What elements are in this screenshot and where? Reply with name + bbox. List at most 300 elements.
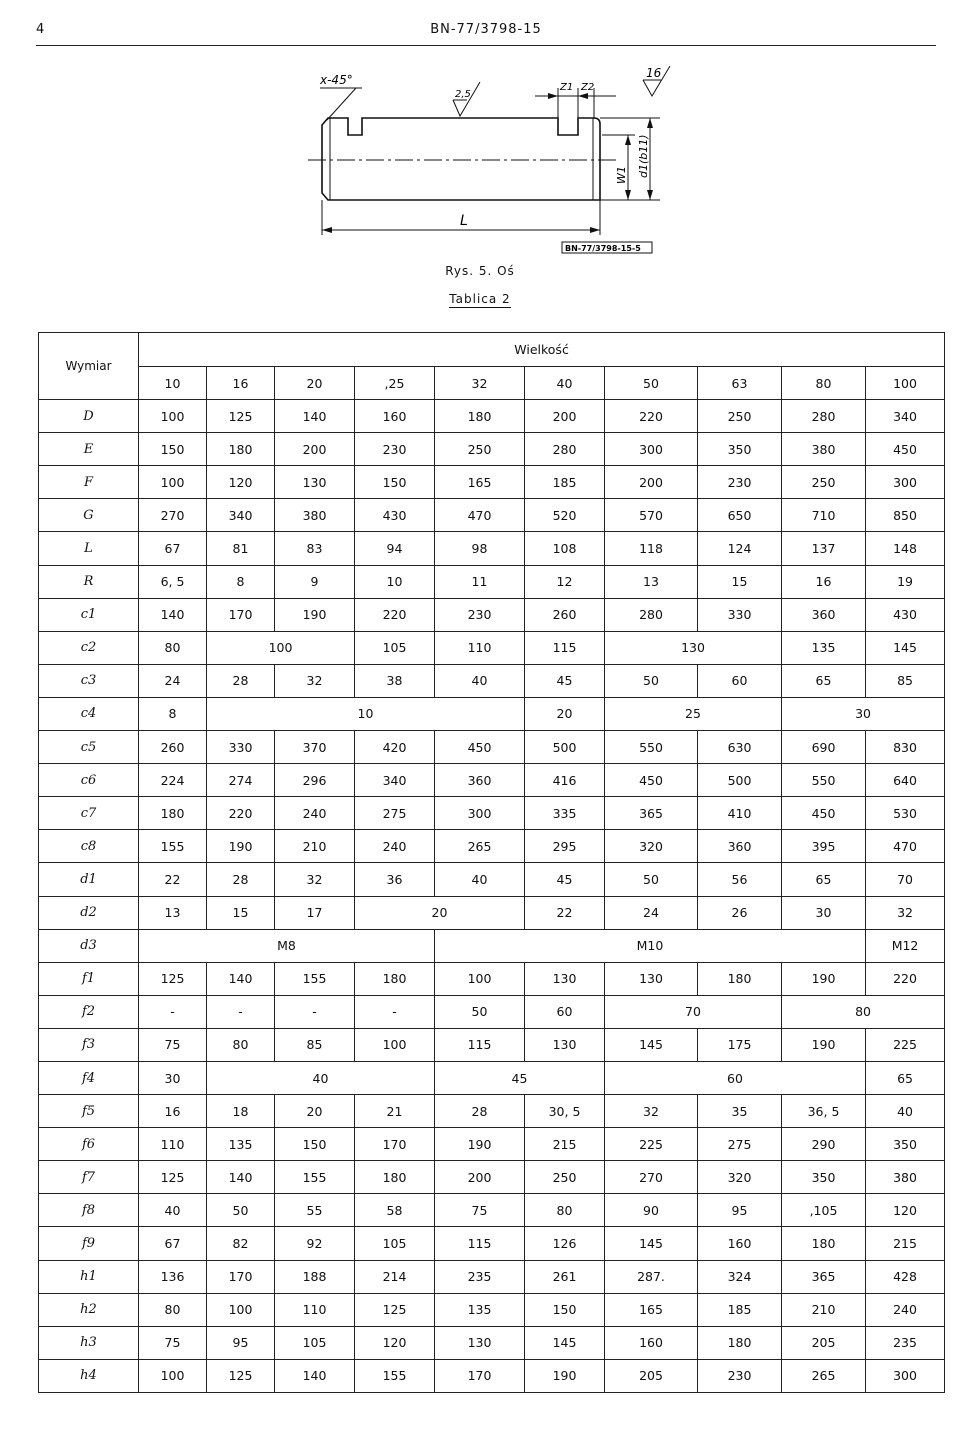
table-cell: 365	[605, 797, 698, 830]
row-label: c2	[39, 631, 139, 664]
row-label: f2	[39, 995, 139, 1028]
table-cell: 240	[866, 1293, 945, 1326]
d1-label: d1(b11)	[637, 134, 650, 178]
table-cell: 180	[698, 1326, 782, 1359]
table-cell: 150	[275, 1128, 355, 1161]
table-cell: 320	[698, 1161, 782, 1194]
table-row	[39, 764, 945, 797]
table-cell: 80	[782, 995, 945, 1028]
table-cell: 180	[782, 1227, 866, 1260]
table-title: Tablica 2	[449, 292, 511, 306]
row-label: c6	[39, 764, 139, 797]
table-cell: 20	[525, 697, 605, 730]
table-cell: 22	[525, 896, 605, 929]
table-cell: 225	[605, 1128, 698, 1161]
table-row	[39, 995, 945, 1028]
table-cell: 190	[782, 962, 866, 995]
table-cell: 450	[435, 731, 525, 764]
table-body	[39, 333, 945, 1393]
table-row	[39, 1028, 945, 1061]
table-cell: -	[139, 995, 207, 1028]
table-cell: 18	[207, 1095, 275, 1128]
figure-caption: Rys. 5. Oś	[445, 264, 515, 278]
table-cell: 140	[139, 598, 207, 631]
chamfer-label: x-45°	[320, 73, 353, 87]
table-cell: 287.	[605, 1260, 698, 1293]
table-cell: 500	[525, 731, 605, 764]
table-cell: 235	[866, 1326, 945, 1359]
table-cell: 80	[525, 1194, 605, 1227]
table-cell: 75	[435, 1194, 525, 1227]
table-cell: 180	[435, 400, 525, 433]
table-cell: 330	[698, 598, 782, 631]
table-cell: 130	[605, 631, 782, 664]
table-cell: 280	[525, 433, 605, 466]
table-cell: 830	[866, 731, 945, 764]
table-cell: 124	[698, 532, 782, 565]
table-cell: 350	[782, 1161, 866, 1194]
z2-label: Z2	[581, 82, 595, 93]
table-cell: 850	[866, 499, 945, 532]
table-cell: 100	[207, 631, 355, 664]
table-cell: 115	[435, 1227, 525, 1260]
table-cell: 140	[275, 1359, 355, 1392]
table-cell: 98	[435, 532, 525, 565]
table-cell: 22	[139, 863, 207, 896]
table-row	[39, 830, 945, 863]
table-cell: 145	[525, 1326, 605, 1359]
size-header-cell: 40	[525, 367, 605, 400]
table-cell: 300	[435, 797, 525, 830]
table-cell: 150	[139, 433, 207, 466]
table-cell: 140	[207, 1161, 275, 1194]
table-cell: 190	[275, 598, 355, 631]
table-cell: M12	[866, 929, 945, 962]
table-cell: 225	[866, 1028, 945, 1061]
table-cell: 205	[605, 1359, 698, 1392]
table-cell: 165	[605, 1293, 698, 1326]
table-cell: 126	[525, 1227, 605, 1260]
table-cell: 130	[525, 1028, 605, 1061]
table-cell: 45	[435, 1061, 605, 1094]
row-label: c5	[39, 731, 139, 764]
table-cell: 210	[275, 830, 355, 863]
table-cell: 80	[139, 1293, 207, 1326]
table-cell: 188	[275, 1260, 355, 1293]
table-cell: 11	[435, 565, 525, 598]
table-cell: -	[355, 995, 435, 1028]
table-row	[39, 962, 945, 995]
table-cell: 50	[605, 664, 698, 697]
header-rule	[36, 45, 936, 46]
table-cell: 250	[782, 466, 866, 499]
table-cell: M10	[435, 929, 866, 962]
table-cell: 190	[525, 1359, 605, 1392]
table-cell: 428	[866, 1260, 945, 1293]
table-row	[39, 433, 945, 466]
size-header-cell: ,25	[355, 367, 435, 400]
table-cell: 261	[525, 1260, 605, 1293]
table-cell: 13	[139, 896, 207, 929]
table-row	[39, 499, 945, 532]
table-cell: 15	[698, 565, 782, 598]
table-cell: 108	[525, 532, 605, 565]
table-cell: 220	[605, 400, 698, 433]
table-cell: 260	[525, 598, 605, 631]
table-cell: 65	[782, 863, 866, 896]
table-cell: 380	[782, 433, 866, 466]
table-cell: 410	[698, 797, 782, 830]
table-cell: 220	[866, 962, 945, 995]
table-cell: 12	[525, 565, 605, 598]
row-label: f1	[39, 962, 139, 995]
table-header-row	[39, 333, 945, 367]
table-row	[39, 664, 945, 697]
row-label: h4	[39, 1359, 139, 1392]
table-cell: 100	[355, 1028, 435, 1061]
table-row	[39, 631, 945, 664]
table-cell: 215	[525, 1128, 605, 1161]
table-cell: 230	[355, 433, 435, 466]
size-header-cell: 32	[435, 367, 525, 400]
page-number: 4	[36, 22, 45, 37]
table-cell: 110	[275, 1293, 355, 1326]
table-cell: 15	[207, 896, 275, 929]
table-cell: 650	[698, 499, 782, 532]
table-cell: 165	[435, 466, 525, 499]
table-cell: 180	[139, 797, 207, 830]
table-cell: 250	[698, 400, 782, 433]
table-row	[39, 1227, 945, 1260]
table-cell: 395	[782, 830, 866, 863]
table-cell: 155	[275, 1161, 355, 1194]
table-cell: 75	[139, 1326, 207, 1359]
length-label: L	[460, 213, 468, 229]
table-cell: 250	[525, 1161, 605, 1194]
table-cell: 136	[139, 1260, 207, 1293]
table-cell: 83	[275, 532, 355, 565]
table-cell: 137	[782, 532, 866, 565]
table-cell: 58	[355, 1194, 435, 1227]
row-label: f9	[39, 1227, 139, 1260]
table-cell: 200	[435, 1161, 525, 1194]
table-row	[39, 863, 945, 896]
table-cell: ,105	[782, 1194, 866, 1227]
table-cell: 235	[435, 1260, 525, 1293]
row-label: f4	[39, 1061, 139, 1094]
table-cell: 230	[698, 1359, 782, 1392]
table-cell: 36	[355, 863, 435, 896]
table-cell: 45	[525, 664, 605, 697]
table-cell: 220	[355, 598, 435, 631]
table-cell: 140	[275, 400, 355, 433]
table-cell: 100	[139, 466, 207, 499]
table-cell: 175	[698, 1028, 782, 1061]
table-cell: 8	[207, 565, 275, 598]
row-label: G	[39, 499, 139, 532]
table-row	[39, 466, 945, 499]
w1-label: W1	[615, 166, 628, 184]
table-cell: 120	[866, 1194, 945, 1227]
table-cell: 220	[207, 797, 275, 830]
table-cell: 180	[698, 962, 782, 995]
table-cell: 170	[207, 1260, 275, 1293]
table-cell: 24	[139, 664, 207, 697]
table-cell: 28	[207, 863, 275, 896]
row-label: d1	[39, 863, 139, 896]
row-label: f3	[39, 1028, 139, 1061]
table-cell: 118	[605, 532, 698, 565]
table-row	[39, 1194, 945, 1227]
table-cell: 640	[866, 764, 945, 797]
table-cell: 150	[355, 466, 435, 499]
table-cell: 26	[698, 896, 782, 929]
row-label: c8	[39, 830, 139, 863]
table-cell: 81	[207, 532, 275, 565]
table-cell: 224	[139, 764, 207, 797]
table-cell: 265	[435, 830, 525, 863]
table-cell: 570	[605, 499, 698, 532]
table-cell: 60	[525, 995, 605, 1028]
table-row	[39, 1359, 945, 1392]
table-row	[39, 1260, 945, 1293]
table-cell: 100	[207, 1293, 275, 1326]
table-cell: 335	[525, 797, 605, 830]
table-cell: 120	[355, 1326, 435, 1359]
table-cell: 24	[605, 896, 698, 929]
roughness-main-label: 2,5	[455, 89, 471, 100]
table-cell: 19	[866, 565, 945, 598]
table-cell: 430	[355, 499, 435, 532]
table-cell: 185	[525, 466, 605, 499]
table-cell: 520	[525, 499, 605, 532]
table-cell: 115	[435, 1028, 525, 1061]
table-cell: 100	[139, 400, 207, 433]
table-cell: 125	[355, 1293, 435, 1326]
table-cell: 190	[435, 1128, 525, 1161]
table-cell: 82	[207, 1227, 275, 1260]
table-cell: 148	[866, 532, 945, 565]
table-row	[39, 1293, 945, 1326]
table-cell: 160	[355, 400, 435, 433]
table-cell: 130	[605, 962, 698, 995]
table-cell: 32	[275, 863, 355, 896]
table-cell: 180	[207, 433, 275, 466]
table-cell: 145	[605, 1028, 698, 1061]
table-cell: 30	[782, 697, 945, 730]
table-cell: 340	[355, 764, 435, 797]
table-cell: 130	[525, 962, 605, 995]
table-cell: 9	[275, 565, 355, 598]
row-label: h1	[39, 1260, 139, 1293]
table-cell: 40	[435, 863, 525, 896]
table-cell: 260	[139, 731, 207, 764]
table-cell: 280	[782, 400, 866, 433]
table-cell: 30	[782, 896, 866, 929]
table-cell: 32	[866, 896, 945, 929]
table-cell: 190	[782, 1028, 866, 1061]
table-row	[39, 1326, 945, 1359]
table-cell: 21	[355, 1095, 435, 1128]
row-label: c3	[39, 664, 139, 697]
table-cell: 365	[782, 1260, 866, 1293]
table-cell: 205	[782, 1326, 866, 1359]
table-cell: 10	[355, 565, 435, 598]
table-row	[39, 697, 945, 730]
table-row	[39, 598, 945, 631]
table-cell: 500	[698, 764, 782, 797]
table-cell: 270	[605, 1161, 698, 1194]
document-code: BN-77/3798-15	[430, 22, 542, 37]
size-header-row	[39, 367, 945, 400]
size-header-cell: 100	[866, 367, 945, 400]
table-cell: 180	[355, 962, 435, 995]
table-cell: 200	[525, 400, 605, 433]
table-cell: 150	[525, 1293, 605, 1326]
roughness-corner-label: 16	[646, 66, 662, 80]
table-row	[39, 532, 945, 565]
table-cell: 155	[355, 1359, 435, 1392]
table-cell: 290	[782, 1128, 866, 1161]
dimensions-table	[38, 332, 945, 1393]
table-row	[39, 1161, 945, 1194]
table-cell: 155	[275, 962, 355, 995]
row-label: E	[39, 433, 139, 466]
table-cell: 105	[355, 631, 435, 664]
table-cell: 185	[698, 1293, 782, 1326]
table-cell: 30, 5	[525, 1095, 605, 1128]
table-cell: 324	[698, 1260, 782, 1293]
table-cell: 17	[275, 896, 355, 929]
size-header-cell: 80	[782, 367, 866, 400]
table-cell: 125	[139, 1161, 207, 1194]
table-cell: 530	[866, 797, 945, 830]
table-cell: 450	[866, 433, 945, 466]
table-cell: 67	[139, 1227, 207, 1260]
axle-outline	[322, 118, 600, 200]
table-row	[39, 797, 945, 830]
table-cell: 160	[605, 1326, 698, 1359]
table-cell: 275	[355, 797, 435, 830]
table-cell: 140	[207, 962, 275, 995]
table-cell: 135	[207, 1128, 275, 1161]
table-cell: 8	[139, 697, 207, 730]
size-header-cell: 16	[207, 367, 275, 400]
table-cell: 32	[605, 1095, 698, 1128]
table-cell: 20	[355, 896, 525, 929]
table-cell: 274	[207, 764, 275, 797]
table-cell: 67	[139, 532, 207, 565]
table-cell: 100	[139, 1359, 207, 1392]
table-cell: 105	[275, 1326, 355, 1359]
table-cell: 214	[355, 1260, 435, 1293]
table-cell: 55	[275, 1194, 355, 1227]
table-cell: 170	[355, 1128, 435, 1161]
table-cell: 94	[355, 532, 435, 565]
table-cell: 25	[605, 697, 782, 730]
table-cell: 360	[698, 830, 782, 863]
drawing-stamp: BN-77/3798-15-5	[565, 244, 641, 253]
table-cell: 450	[605, 764, 698, 797]
table-cell: 350	[698, 433, 782, 466]
row-label: F	[39, 466, 139, 499]
table-cell: 125	[139, 962, 207, 995]
table-cell: 340	[207, 499, 275, 532]
table-cell: 125	[207, 400, 275, 433]
size-header-cell: 63	[698, 367, 782, 400]
row-label: d3	[39, 929, 139, 962]
table-cell: 300	[866, 466, 945, 499]
table-cell: 10	[207, 697, 525, 730]
size-header-cell: 10	[139, 367, 207, 400]
table-cell: 16	[782, 565, 866, 598]
z1-label: Z1	[560, 82, 574, 93]
table-cell: 380	[866, 1161, 945, 1194]
table-cell: 16	[139, 1095, 207, 1128]
table-row	[39, 1128, 945, 1161]
table-cell: 200	[275, 433, 355, 466]
table-cell: 230	[435, 598, 525, 631]
table-cell: 80	[207, 1028, 275, 1061]
table-cell: 300	[866, 1359, 945, 1392]
table-cell: 45	[525, 863, 605, 896]
table-cell: 360	[782, 598, 866, 631]
table-cell: 145	[605, 1227, 698, 1260]
table-cell: 90	[605, 1194, 698, 1227]
table-cell: 28	[207, 664, 275, 697]
table-cell: 370	[275, 731, 355, 764]
row-label: c4	[39, 697, 139, 730]
table-cell: 550	[782, 764, 866, 797]
table-cell: 360	[435, 764, 525, 797]
table-cell: -	[275, 995, 355, 1028]
table-cell: 420	[355, 731, 435, 764]
table-cell: 180	[355, 1161, 435, 1194]
row-label: h3	[39, 1326, 139, 1359]
table-cell: 130	[275, 466, 355, 499]
table-cell: 60	[698, 664, 782, 697]
table-cell: 36, 5	[782, 1095, 866, 1128]
table-cell: -	[207, 995, 275, 1028]
table-cell: 200	[605, 466, 698, 499]
table-cell: 20	[275, 1095, 355, 1128]
table-cell: 38	[355, 664, 435, 697]
table-cell: 690	[782, 731, 866, 764]
row-label: h2	[39, 1293, 139, 1326]
table-cell: 85	[866, 664, 945, 697]
table-cell: 70	[605, 995, 782, 1028]
table-cell: 28	[435, 1095, 525, 1128]
table-cell: 416	[525, 764, 605, 797]
table-cell: 30	[139, 1061, 207, 1094]
table-cell: 32	[275, 664, 355, 697]
table-cell: 330	[207, 731, 275, 764]
table-cell: 470	[435, 499, 525, 532]
table-row	[39, 929, 945, 962]
table-row	[39, 896, 945, 929]
wielkosc-header: Wielkość	[139, 333, 945, 367]
table-cell: 80	[139, 631, 207, 664]
row-label: f5	[39, 1095, 139, 1128]
table-row	[39, 1061, 945, 1094]
table-cell: 630	[698, 731, 782, 764]
row-label: f6	[39, 1128, 139, 1161]
table-cell: 710	[782, 499, 866, 532]
table-cell: 13	[605, 565, 698, 598]
table-cell: 75	[139, 1028, 207, 1061]
table-cell: 110	[139, 1128, 207, 1161]
table-cell: 95	[207, 1326, 275, 1359]
